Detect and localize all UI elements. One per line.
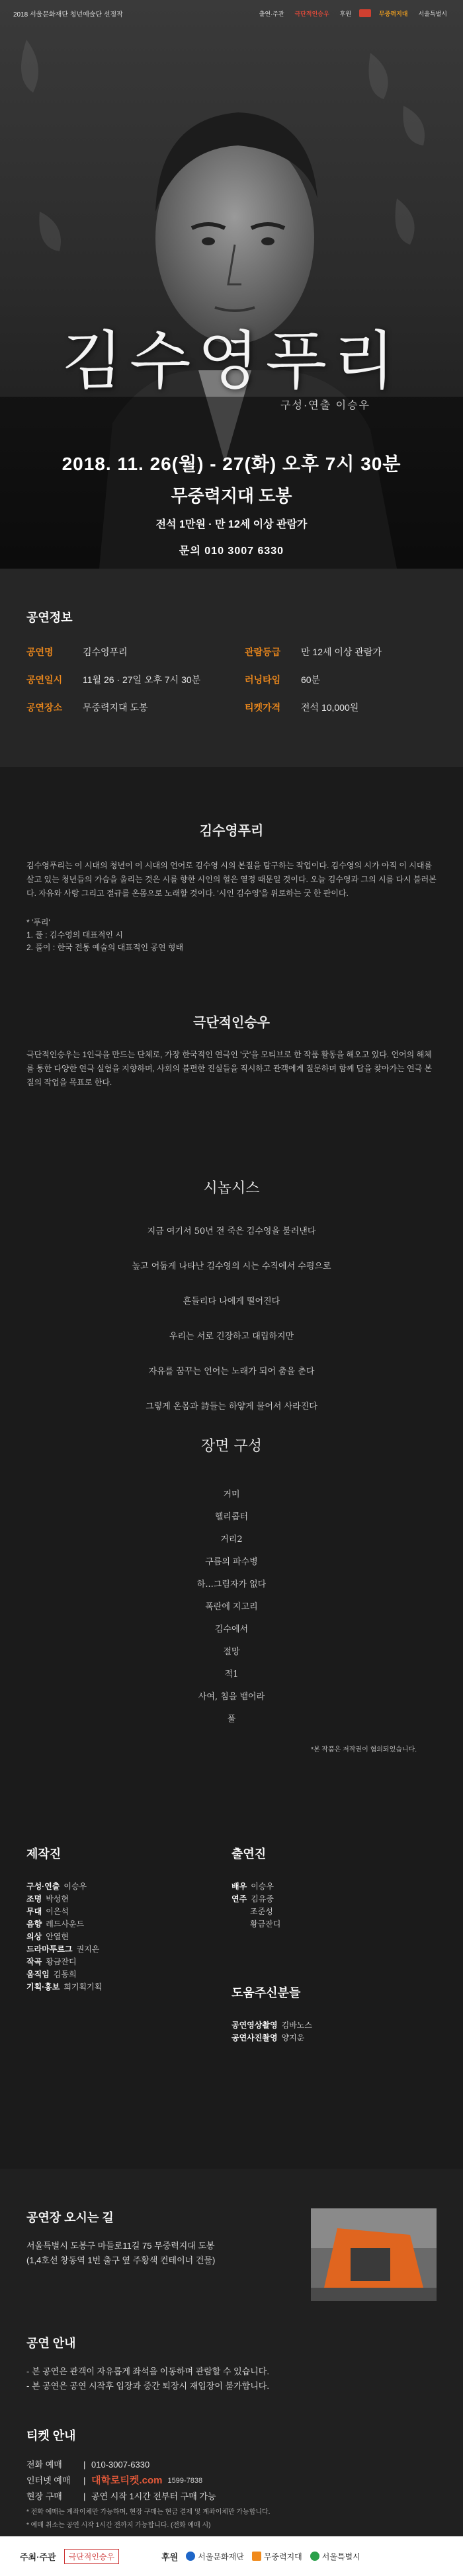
info-value: 60분 — [301, 674, 321, 685]
ticket-row: 현장 구매 | 공연 시작 1시간 전부터 구매 가능 — [26, 2489, 437, 2505]
production-column — [26, 1845, 232, 2169]
ticket-row: 인터넷 예매 | 대학로티켓.com 1599-7838 — [26, 2473, 437, 2489]
sponsor-logo-icon — [359, 9, 371, 17]
scene-item: 거미 — [223, 1490, 240, 1500]
scenes-title: 장면 구성 — [200, 1438, 262, 1455]
info-row — [245, 701, 437, 714]
foundation-logo-icon — [186, 2552, 195, 2561]
info-heading: 공연정보 — [26, 611, 73, 624]
sponsor-venue-name: 무중력지대 — [379, 10, 408, 17]
info-grid — [26, 645, 437, 714]
info-value: 무중력지대 도봉 — [83, 702, 148, 713]
info-key: 공연일시 — [26, 674, 63, 685]
info-key: 관람등급 — [245, 647, 281, 657]
directions-text — [26, 2208, 215, 2301]
synopsis-line: 흔들리다 나에게 떨어진다 — [183, 1297, 280, 1307]
sponsor-strip — [257, 9, 450, 19]
credit-row — [232, 2019, 437, 2032]
notice-heading: 공연 안내 — [26, 2337, 76, 2350]
venue-photo — [311, 2208, 437, 2301]
credit-name: 김유중 — [251, 1894, 274, 1904]
directions-block — [26, 2208, 437, 2301]
credit-row — [26, 1956, 232, 1968]
note-line: 1. 풀 : 김수영의 대표적인 시 — [26, 930, 123, 940]
info-value: 전석 10,000원 — [301, 702, 359, 713]
hero-date: 2018. 11. 26(월) - 27(화) 오후 7시 30분 — [62, 454, 401, 474]
synopsis-line: 자유를 꿈꾸는 언어는 노래가 되어 춤을 춘다 — [148, 1367, 315, 1377]
credit-name: 황금잔디 — [46, 1957, 77, 1966]
info-key: 러닝타임 — [245, 674, 281, 685]
program-body — [0, 767, 463, 2169]
ticket-heading: 티켓 안내 — [26, 2429, 76, 2442]
performance-info — [0, 569, 463, 767]
copyright-note: *본 작품은 저작권이 협의되었습니다. — [311, 1746, 417, 1753]
synopsis-line: 그렇게 온몸과 詩들는 하얗게 물어서 사라진다 — [146, 1402, 317, 1412]
credit-role: 구성·연출 — [26, 1882, 60, 1891]
notice-block — [26, 2334, 437, 2394]
organizer-logo: 극단적인승우 — [64, 2549, 120, 2564]
hero-venue: 무중력지대 도봉 — [171, 486, 292, 506]
info-row — [245, 673, 437, 686]
scene-item: 사여, 침을 뱉어라 — [198, 1692, 265, 1702]
credit-row — [26, 1931, 232, 1943]
credit-role: 무대 — [26, 1907, 42, 1916]
info-value: 만 12세 이상 관람가 — [301, 647, 382, 657]
sponsor-name: 서울문화재단 — [198, 2552, 244, 2561]
visitor-info — [0, 2169, 463, 2536]
sponsor-name: 무중력지대 — [263, 2552, 302, 2561]
production-heading: 제작진 — [26, 1847, 62, 1861]
about-title: 김수영푸리 — [199, 824, 264, 838]
organizer-label: 주최·주관 — [20, 2552, 56, 2562]
program-label: 2018 서울문화재단 청년예술단 선정작 — [13, 11, 123, 19]
notice-line: - 본 공연은 공연 시작후 입장과 중간 퇴장시 재입장이 불가합니다. — [26, 2381, 269, 2391]
scene-item: 폭란에 지고리 — [205, 1602, 258, 1612]
credit-row — [26, 1918, 232, 1931]
phone-number[interactable]: 010-3007-6330 — [91, 2460, 150, 2470]
hero-poster — [0, 0, 463, 569]
info-value: 김수영푸리 — [83, 647, 128, 657]
credit-role: 공연영상촬영 — [232, 2021, 278, 2030]
credit-role: 기획·홍보 — [26, 1982, 60, 1992]
credit-role: 조명 — [26, 1894, 42, 1904]
credit-row — [232, 1918, 437, 1931]
info-row — [26, 673, 245, 686]
note-line: 2. 풀이 : 한국 전통 예술의 대표적인 공연 형태 — [26, 943, 184, 952]
credit-role: 연주 — [232, 1894, 247, 1904]
info-key: 공연장소 — [26, 702, 63, 713]
company-title: 극단적인승우 — [193, 1016, 270, 1030]
credits-section — [0, 1785, 463, 2169]
scenes-section — [0, 1415, 463, 1785]
credit-role: 의상 — [26, 1932, 42, 1941]
scene-item: 풀 — [227, 1714, 236, 1724]
ticket-key: 현장 구매 — [26, 2491, 62, 2501]
sponsor-logo — [310, 2551, 360, 2562]
info-key: 티켓가격 — [245, 702, 281, 713]
credit-row — [26, 1880, 232, 1893]
credit-role: 음향 — [26, 1919, 42, 1929]
hero-price: 전석 1만원 · 만 12세 이상 관람가 — [155, 519, 308, 530]
credit-name: 이승우 — [63, 1882, 87, 1891]
credit-name: 레드사운드 — [46, 1919, 85, 1929]
cast-heading: 출연진 — [232, 1847, 267, 1861]
synopsis-title: 시놉시스 — [203, 1180, 260, 1197]
ticket-value: 공연 시작 1시간 전부터 구매 가능 — [91, 2491, 216, 2501]
sponsor-city-name: 서울특별시 — [418, 10, 447, 17]
ticket-key: 전화 예매 — [26, 2460, 62, 2470]
sponsor-footer — [0, 2536, 463, 2576]
credit-name: 김동희 — [53, 1970, 77, 1979]
scene-item: 김수에서 — [214, 1625, 249, 1634]
hero-credit: 구성·연출 이승우 — [280, 400, 370, 411]
credit-name: 박성현 — [46, 1894, 69, 1904]
credit-row — [26, 1906, 232, 1918]
about-notes — [26, 916, 437, 954]
about-body: 김수영푸리는 이 시대의 청년이 이 시대의 언어로 김수영 시의 본질을 탐구하는 작업이다. 김수영의 시가 아직 이 시대를 살고 있는 청년들의 가슴을 울리는 것은 시를 향한 시인의 혈은 열정 때문일 것이다. 오늘 김수영과 그의 시를 다시 불러본다. 자유와 사랑 그리고 절규를 온몸으로 노래할 것이다. '시인 김수영'을 위로하는 굿 한 판이다. — [26, 861, 437, 898]
company-body: 극단적인승우는 1인극을 만드는 단체로, 가장 한국적인 연극인 '굿'을 모티브로 한 작품 활동을 해오고 있다. 언어의 해체를 통한 다양한 연극 실험을 지향하며, 사회의 불편한 진실들을 직시하고 관객에게 질문하며 함께 답을 찾아가는 연극 본질의 작업을 목표로 한다. — [26, 1050, 433, 1087]
directions-heading: 공연장 오시는 길 — [26, 2211, 114, 2224]
hero-contact: 문의 010 3007 6330 — [179, 545, 284, 557]
info-row — [245, 645, 437, 659]
support-label: 후원 — [161, 2552, 179, 2562]
notice-line: - 본 공연은 관객이 자유롭게 좌석을 이동하며 관람할 수 있습니다. — [26, 2366, 269, 2376]
synopsis-line: 지금 여기서 50년 전 죽은 김수영을 불러낸다 — [147, 1227, 316, 1236]
info-row — [26, 645, 245, 659]
credit-role: 배우 — [232, 1882, 247, 1891]
sponsor-logo — [252, 2551, 302, 2562]
sponsor-label-organizer: 출연·주관 — [259, 10, 284, 17]
credit-name: 양지운 — [281, 2033, 305, 2042]
scene-item: 하...그림자가 없다 — [196, 1580, 267, 1590]
credit-name: 조준성 — [250, 1907, 273, 1916]
ticket-fine-print: * 예매 취소는 공연 시작 1시간 전까지 가능합니다. (전화 예매 시) — [26, 2522, 211, 2529]
credit-row — [26, 1943, 232, 1956]
directions-line: (1,4호선 창동역 1번 출구 옆 주황색 컨테이너 건물) — [26, 2255, 216, 2265]
scene-item: 헬리콥터 — [214, 1512, 249, 1522]
ticket-row: 전화 예매 | 010-3007-6330 — [26, 2457, 437, 2473]
credit-role: 작곡 — [26, 1957, 42, 1966]
ticket-fine-print: * 전화 예매는 계좌이체만 가능하며, 현장 구매는 현금 결제 및 계좌이체만 가능합니다. — [26, 2509, 271, 2516]
synopsis-line: 높고 어둡게 나타난 김수영의 시는 수직에서 수평으로 — [132, 1262, 331, 1271]
credit-name: 이은석 — [46, 1907, 69, 1916]
hero-title: 김수영푸리 — [62, 324, 401, 398]
ticket-key: 인터넷 예매 — [26, 2475, 71, 2485]
cast-column — [232, 1845, 437, 2169]
credit-row — [26, 1968, 232, 1981]
credit-row — [26, 1981, 232, 1993]
credit-name: 희기획기획 — [63, 1982, 103, 1992]
info-key: 공연명 — [26, 647, 54, 657]
helpers-heading: 도움주신분들 — [232, 1986, 301, 1999]
city-logo-icon — [310, 2552, 319, 2561]
sponsor-organizer-name: 극단적인승우 — [294, 10, 329, 17]
synopsis-line: 우리는 서로 긴장하고 대립하지만 — [169, 1332, 294, 1342]
credit-name: 황금잔디 — [250, 1919, 281, 1929]
sponsor-name: 서울특별시 — [321, 2552, 360, 2561]
hero-topbar — [0, 0, 463, 26]
credit-name: 안열현 — [46, 1932, 69, 1941]
credit-name: 이승우 — [251, 1882, 274, 1891]
credit-row — [232, 1906, 437, 1918]
credit-row — [26, 1893, 232, 1906]
scene-item: 적1 — [224, 1670, 239, 1679]
info-value: 11월 26 · 27일 오후 7시 30분 — [83, 674, 201, 685]
ticket-block — [26, 2427, 437, 2531]
credit-row — [232, 1893, 437, 1906]
about-section — [0, 767, 463, 965]
company-section — [0, 965, 463, 1124]
directions-line: 서울특별시 도봉구 마들로11길 75 무중력지대 도봉 — [26, 2241, 215, 2251]
scene-item: 절망 — [223, 1647, 240, 1657]
credit-row — [232, 1880, 437, 1893]
scene-item: 구름의 파수병 — [205, 1557, 258, 1567]
venue-logo-icon — [252, 2552, 261, 2561]
credit-row — [232, 2032, 437, 2044]
ticket-site-phone: 1599-7838 — [167, 2477, 203, 2485]
scene-item: 거리2 — [220, 1535, 243, 1545]
synopsis-section — [0, 1124, 463, 1415]
credit-role: 드라마투르그 — [26, 1945, 73, 1954]
sponsor-logo — [186, 2551, 244, 2562]
sponsor-label-support: 후원 — [339, 10, 352, 17]
ticket-site-link[interactable]: 대학로티켓.com — [91, 2475, 163, 2486]
credit-role: 움직임 — [26, 1970, 50, 1979]
credit-role: 공연사진촬영 — [232, 2033, 278, 2042]
credit-name: 권지은 — [76, 1945, 100, 1954]
note-line: * '푸리' — [26, 918, 50, 927]
info-row — [26, 701, 245, 714]
credit-name: 김바노스 — [281, 2021, 312, 2030]
